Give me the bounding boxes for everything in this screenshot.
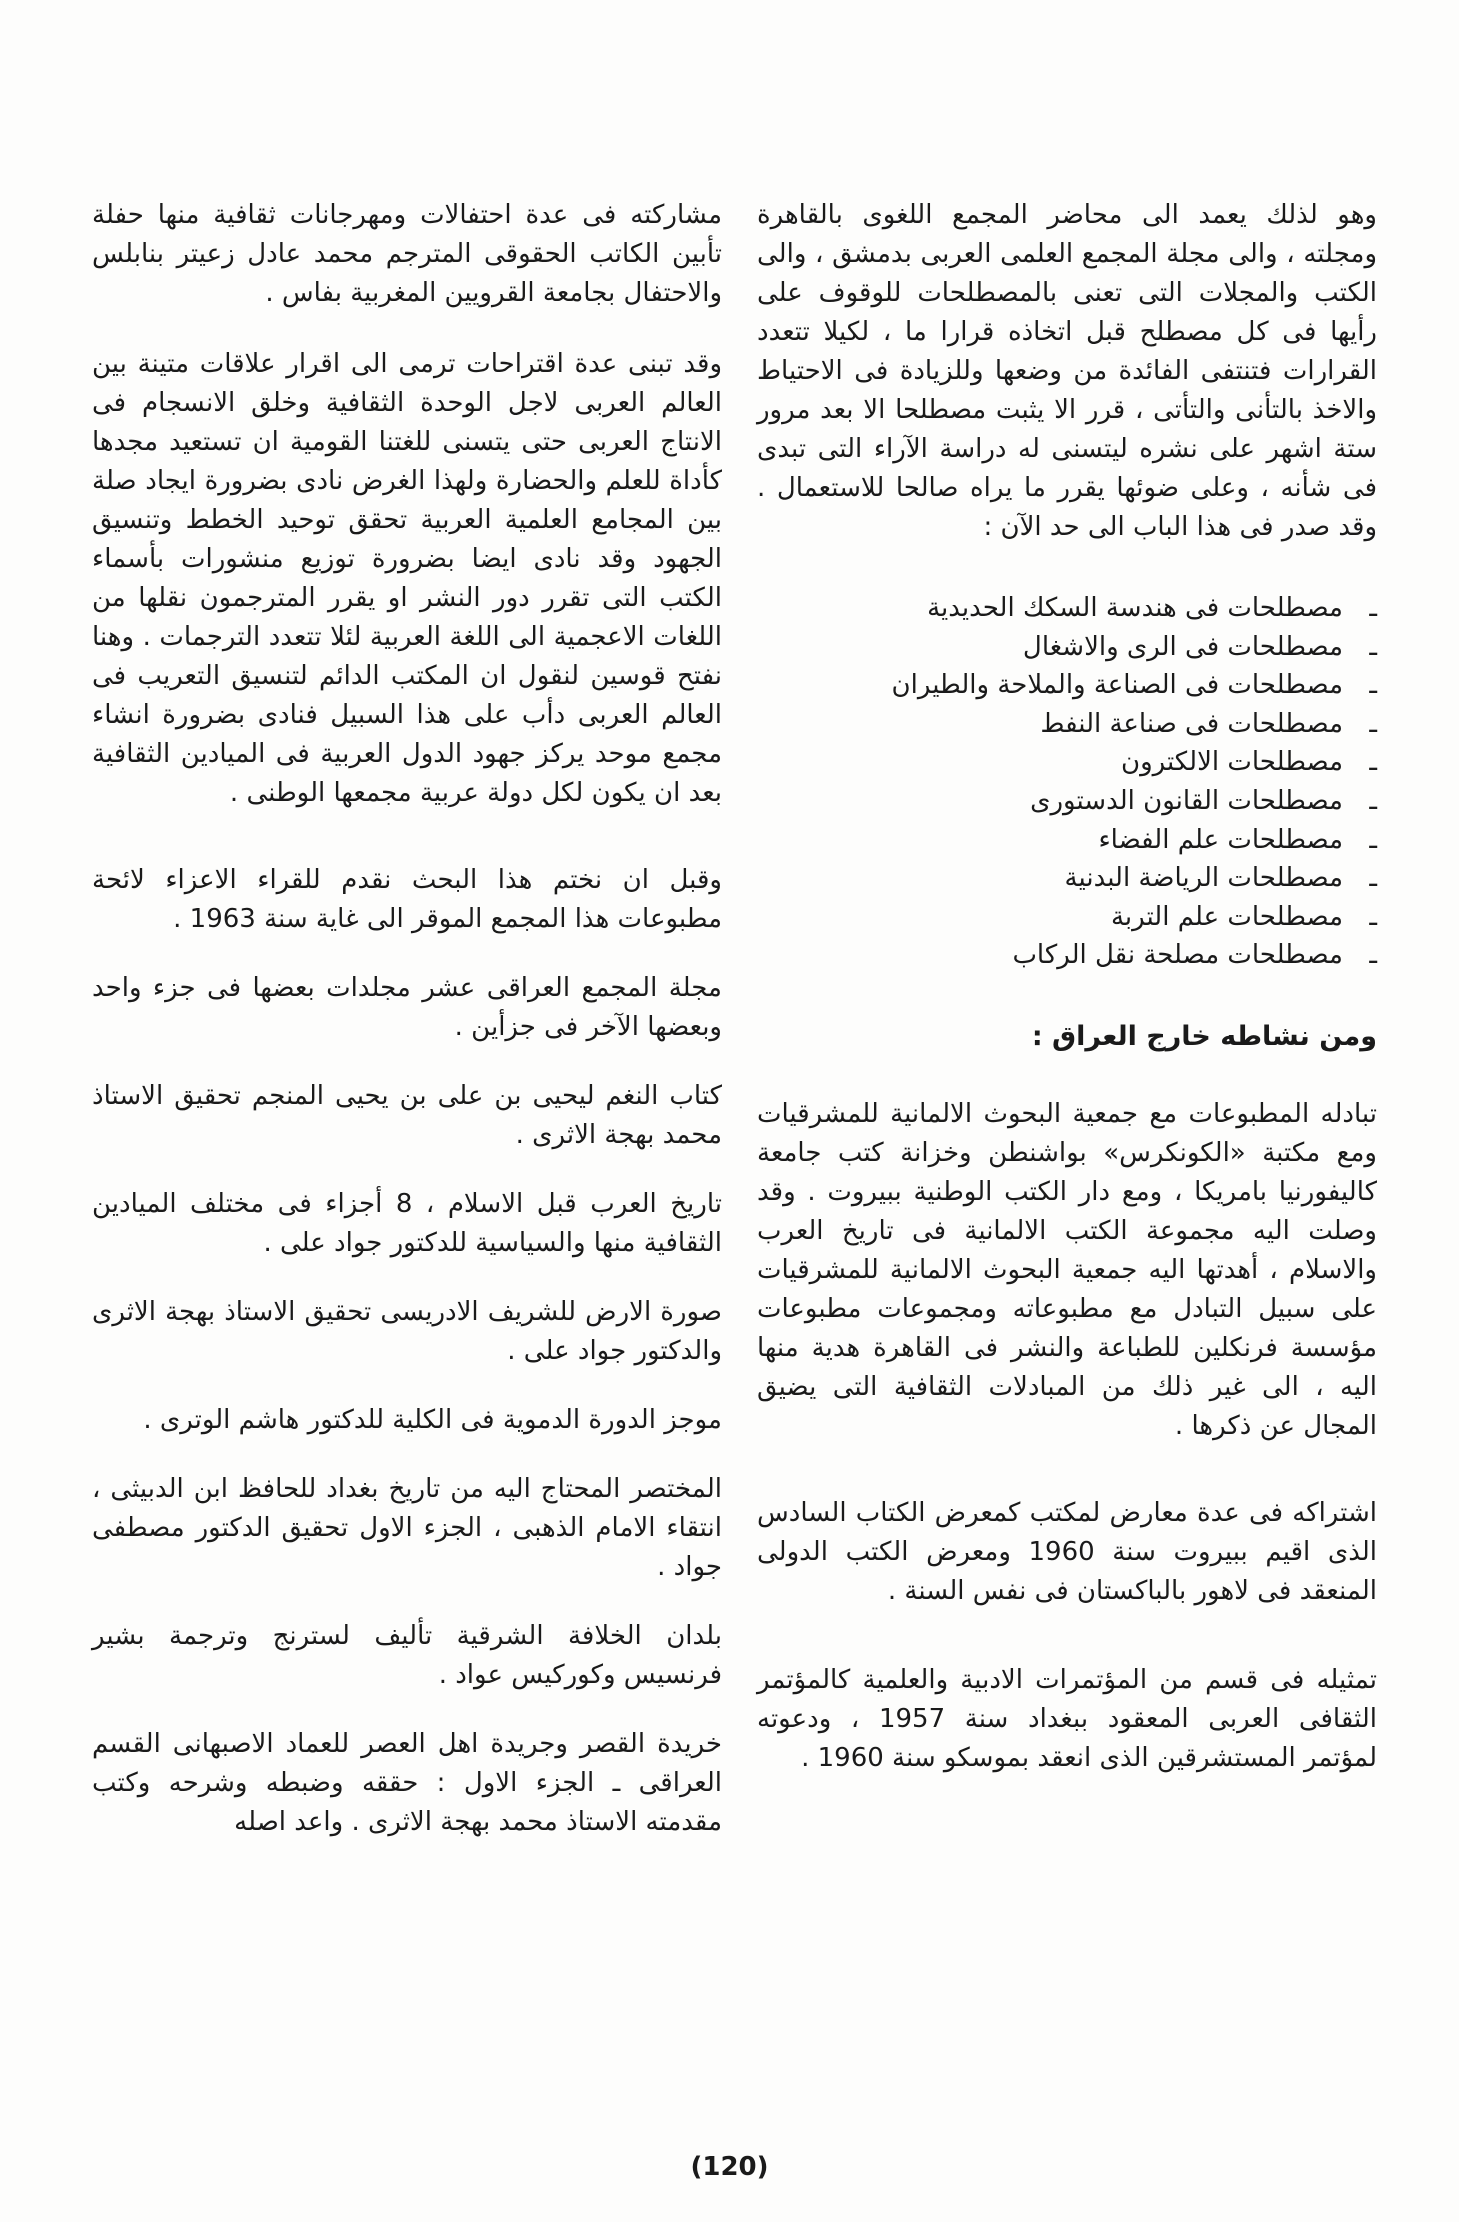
dash-bullet: ـ [1369,940,1377,971]
list-item: ـمصطلحات علم التربة [757,898,1377,937]
publication-entry: مجلة المجمع العراقى عشر مجلدات بعضها فى جزء واحد وبعضها الآخر فى جزأين . [92,973,722,1042]
list-item: ـمصطلحات فى الرى والاشغال [757,628,1377,667]
right-column [757,196,1377,1778]
list-item: ـمصطلحات مصلحة نقل الركاب [757,936,1377,975]
publication-entry: صورة الارض للشريف الادريسى تحقيق الاستاذ بهجة الاثرى والدكتور جواد على . [92,1297,722,1366]
dash-bullet: ـ [1369,747,1377,778]
section-heading: ومن نشاطه خارج العراق : [1031,1020,1377,1052]
left-column [92,196,722,1842]
publication-entry: خريدة القصر وجريدة اهل العصر للعماد الاصبهانى القسم العراقى ـ الجزء الاول : حققه وضبطه وشرحه وكتب مقدمته الاستاذ محمد بهجة الاثرى . واعد اصله [92,1729,722,1837]
dash-bullet: ـ [1369,785,1377,816]
list-item: ـمصطلحات القانون الدستورى [757,782,1377,821]
publication-entry: المختصر المحتاج اليه من تاريخ بغداد للحافظ ابن الدبيثى ، انتقاء الامام الذهبى ، الجزء الاول تحقيق الدكتور مصطفى جواد . [92,1474,722,1582]
list-item: ـمصطلحات فى الصناعة والملاحة والطيران [757,666,1377,705]
exchange-paragraph: تبادله المطبوعات مع جمعية البحوث الالمانية للمشرقيات ومع مكتبة «الكونكرس» بواشنطن وخزانة كتب جامعة كاليفورنيا بامريكا ، ومع دار الكتب الوطنية ببيروت . وقد وصلت اليه مجموعة الكتب الالمانية فى تاريخ العرب والاسلام ، أهدتها اليه جمعية البحوث الالمانية للمشرقيات على سبيل التبادل مع مطبوعاته ومجموعات مطبوعات مؤسسة فرنكلين للطباعة والنشر فى القاهرة هدية منها اليه ، الى غير ذلك من المبادلات الثقافية التى يضيق المجال عن ذكرها . [757,1098,1377,1441]
dash-bullet: ـ [1369,863,1377,894]
conferences-paragraph: تمثيله فى قسم من المؤتمرات الادبية والعلمية كالمؤتمر الثقافى العربى المعقود ببغداد سنة 1957 ، ودعوته لمؤتمر المستشرقين الذى انعقد بموسكو سنة 1960 . [757,1664,1377,1773]
dash-bullet: ـ [1369,901,1377,932]
page-number: (120) [690,2152,769,2182]
publications-intro: وقبل ان نختم هذا البحث نقدم للقراء الاعزاء لائحة مطبوعات هذا المجمع الموقر الى غاية سنة 1963 . [92,865,722,934]
list-item: ـمصطلحات فى هندسة السكك الحديدية [757,589,1377,628]
list-item: ـمصطلحات الرياضة البدنية [757,859,1377,898]
terminology-list [757,589,1377,975]
proposals-paragraph: وقد تبنى عدة اقتراحات ترمى الى اقرار علاقات متينة بين العالم العربى لاجل الوحدة الثقافية وخلق الانسجام فى الانتاج العربى حتى يتسنى للغتنا القومية ان تستعيد مجدها كأداة للعلم والحضارة ولهذا الغرض نادى بضرورة ايجاد صلة بين المجامع العلمية العربية تحقق توحيد الخطط وتنسيق الجهود وقد نادى ايضا بضرورة توزيع منشورات بأسماء الكتب التى تقرر دور النشر او يقرر المترجمون نقلها من اللغات الاعجمية الى اللغة العربية لئلا تتعدد الترجمات . وهنا نفتح قوسين لنقول ان المكتب الدائم لتنسيق التعريب فى العالم العربى دأب على هذا السبيل فنادى بضرورة انشاء مجمع موحد يركز جهود الدول العربية فى الميادين الثقافية بعد ان يكون لكل دولة عربية مجمعها الوطنى . [92,349,722,808]
list-item: ـمصطلحات فى صناعة النفط [757,705,1377,744]
intro-paragraph: وهو لذلك يعمد الى محاضر المجمع اللغوى بالقاهرة ومجلته ، والى مجلة المجمع العلمى العربى بدمشق ، والى الكتب والمجلات التى تعنى بالمصطلحات للوقوف على رأيها فى كل مصطلح قبل اتخاذه قرارا ما ، لكيلا تتعدد القرارات فتنتفى الفائدة من وضعها وللزيادة فى الاحتياط والاخذ بالتأنى والتأتى ، قرر الا يثبت مصطلحا الا بعد مرور ستة اشهر على نشره ليتسنى له دراسة الآراء التى تبدى فى شأنه ، وعلى ضوئها يقرر ما يراه صالحا للاستعمال . وقد صدر فى هذا الباب الى حد الآن : [757,200,1377,542]
festivals-paragraph: مشاركته فى عدة احتفالات ومهرجانات ثقافية منها حفلة تأبين الكاتب الحقوقى المترجم محمد عادل زعيتر بنابلس والاحتفال بجامعة القرويين المغربية بفاس . [92,200,722,308]
dash-bullet: ـ [1369,824,1377,855]
publication-entry: بلدان الخلافة الشرقية تأليف لسترنج وترجمة بشير فرنسيس وكوركيس عواد . [92,1621,722,1690]
dash-bullet: ـ [1369,631,1377,662]
dash-bullet: ـ [1369,670,1377,701]
publication-entry: تاريخ العرب قبل الاسلام ، 8 أجزاء فى مختلف الميادين الثقافية منها والسياسية للدكتور جواد على . [92,1189,722,1258]
list-item: ـمصطلحات الالكترون [757,743,1377,782]
exhibitions-paragraph: اشتراكه فى عدة معارض لمكتب كمعرض الكتاب السادس الذى اقيم ببيروت سنة 1960 ومعرض الكتب الدولى المنعقد فى لاهور بالباكستان فى نفس السنة . [757,1497,1377,1606]
dash-bullet: ـ [1369,708,1377,739]
list-item: ـمصطلحات علم الفضاء [757,821,1377,860]
dash-bullet: ـ [1369,593,1377,623]
publication-entry: موجز الدورة الدموية فى الكلية للدكتور هاشم الوترى . [143,1405,722,1435]
publication-entry: كتاب النغم ليحيى بن على بن يحيى المنجم تحقيق الاستاذ محمد بهجة الاثرى . [92,1081,722,1150]
